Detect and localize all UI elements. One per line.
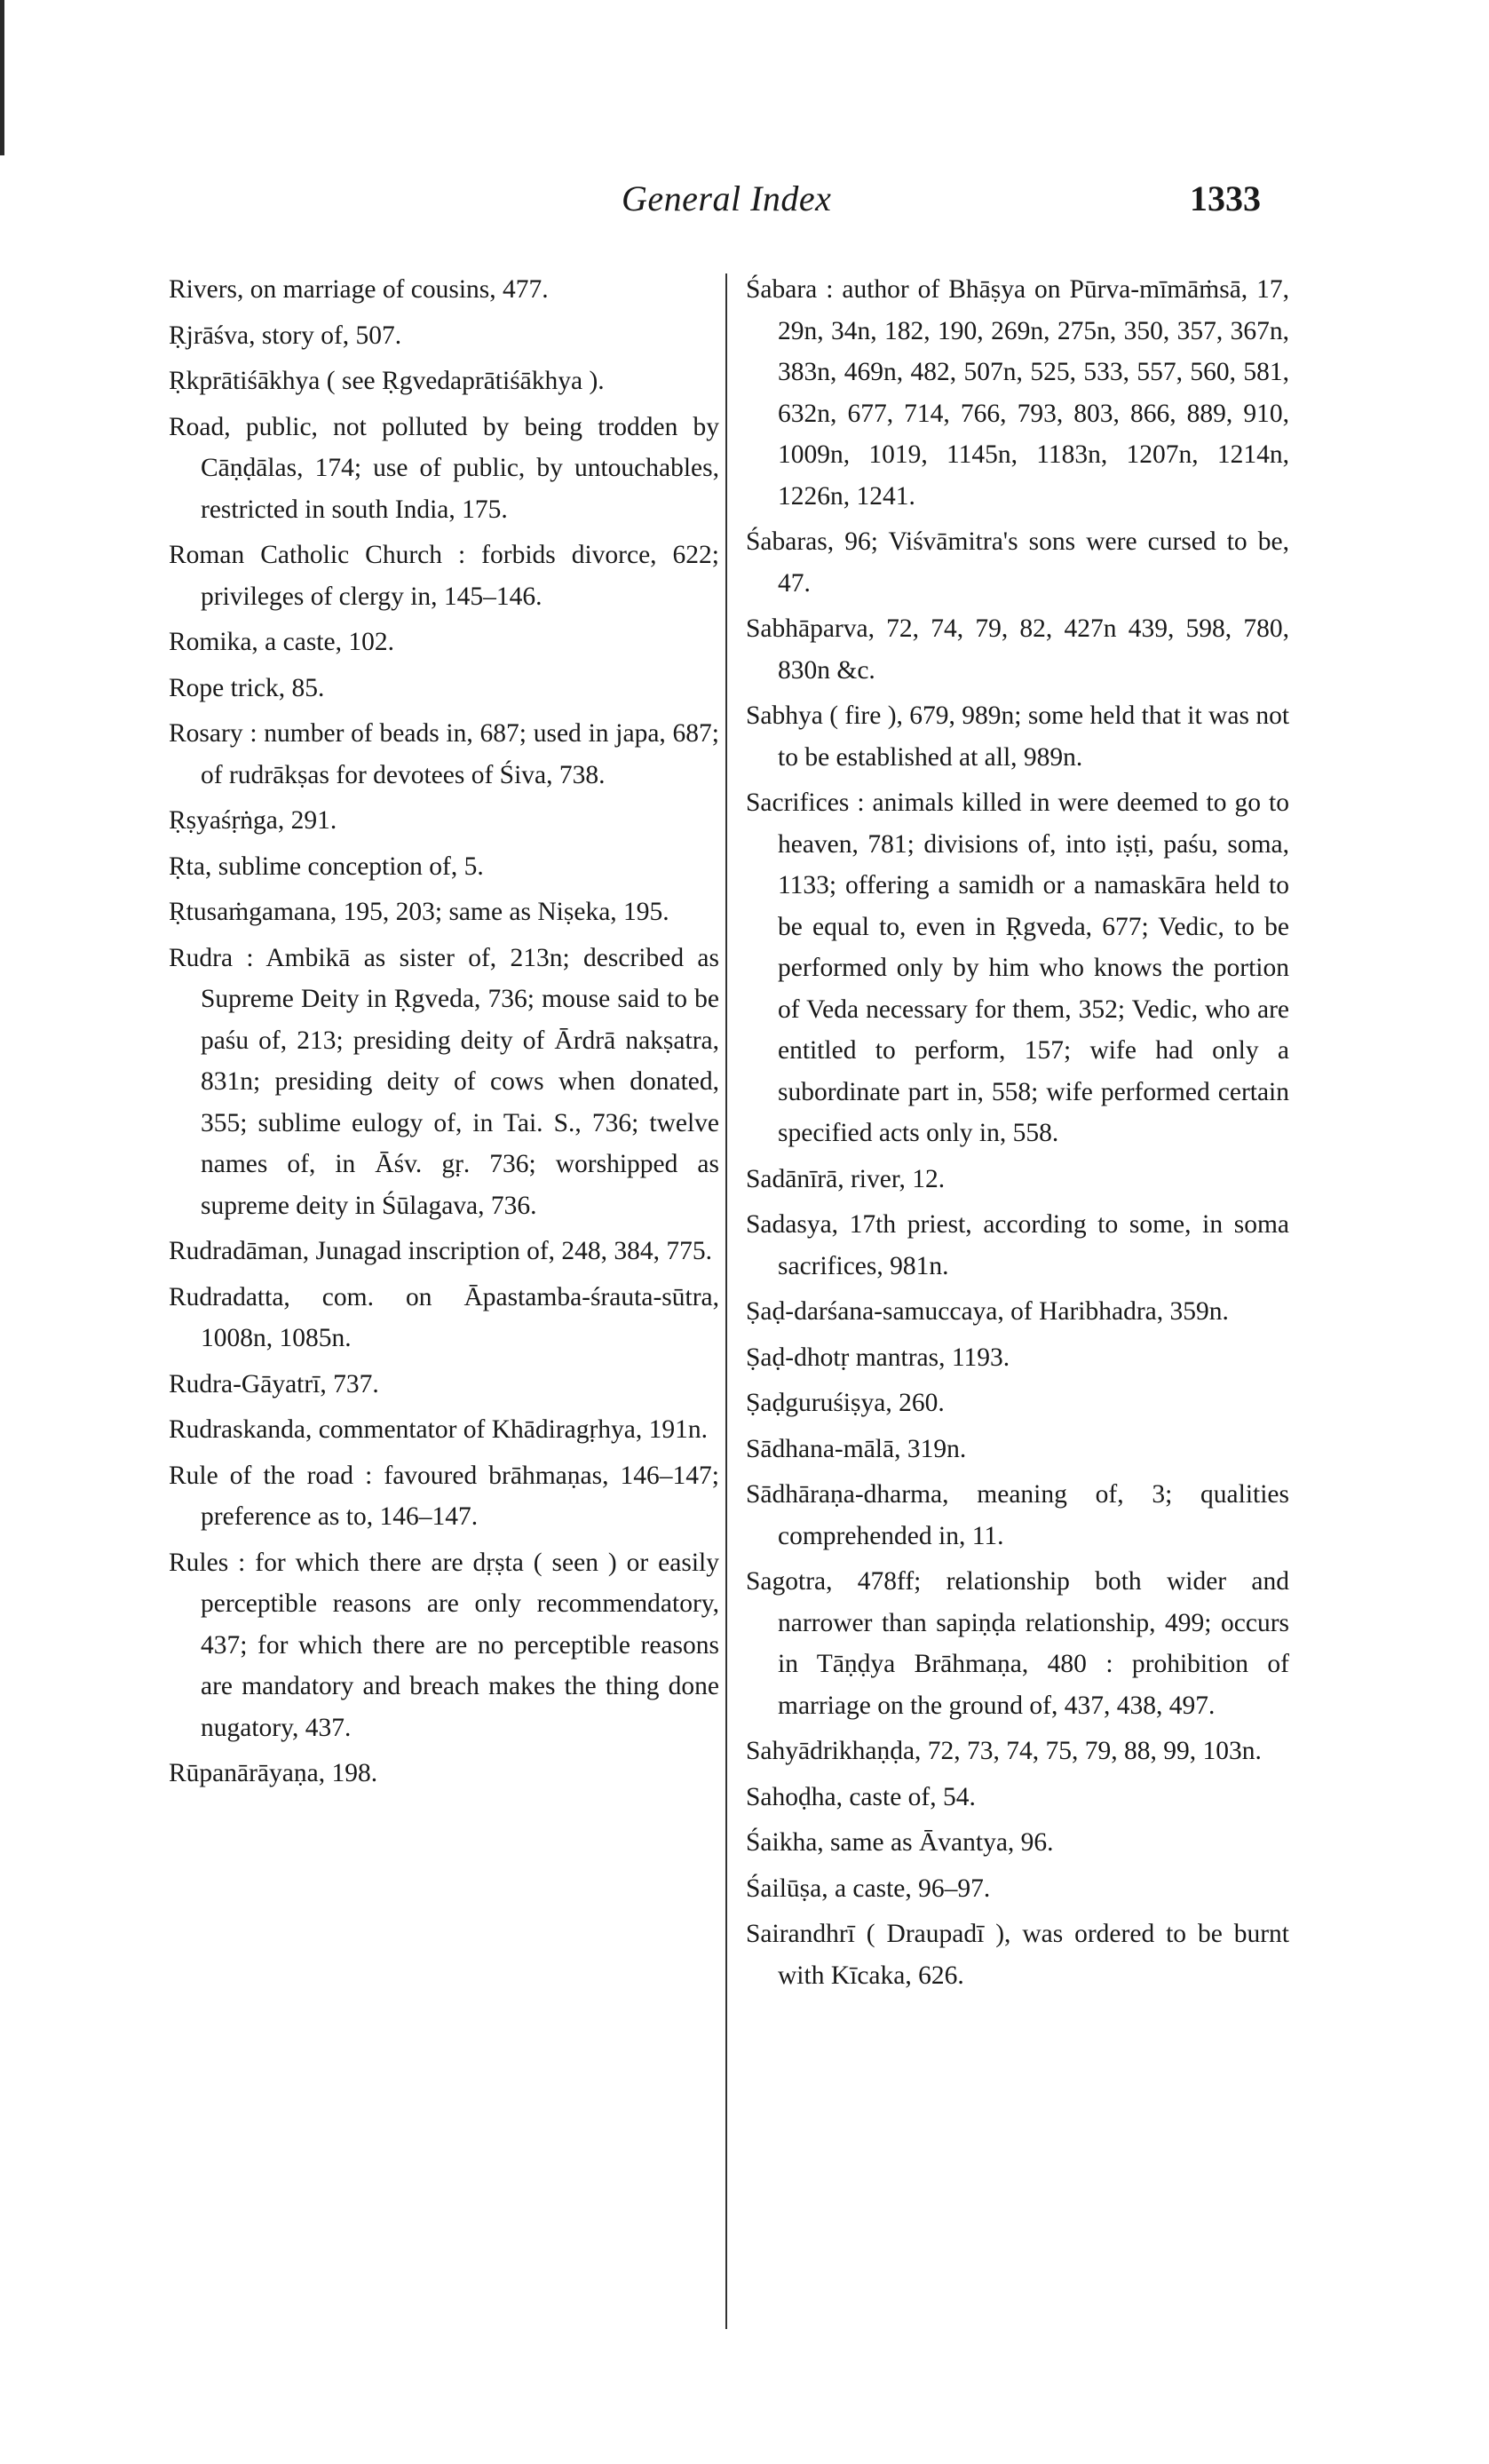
index-entry: Sadānīrā, river, 12. bbox=[746, 1164, 946, 1193]
index-entry: Sacrifices : animals killed in were deemed to go to heaven, 781; divisions of, into iṣṭi, paśu, soma, 1133; offering a samidh or a namaskāra held to be equal to, even in Ṛgveda, 677; Vedic, to be performed only by him who knows the portion of Veda necessary for them, 352; Vedic, who are entitled to perform, 157; wife had only a subordinate part in, 558; wife performed certain specified acts only in, 558. bbox=[746, 788, 1289, 1147]
index-entry: Rosary : number of beads in, 687; used in japa, 687; of rudrākṣas for devotees of Śiva, 738. bbox=[169, 719, 719, 789]
index-entry: Sādhana-mālā, 319n. bbox=[746, 1434, 967, 1463]
index-entry: Sādhāraṇa-dharma, meaning of, 3; qualities comprehended in, 11. bbox=[746, 1480, 1289, 1550]
index-entry: Sahoḍha, caste of, 54. bbox=[746, 1782, 976, 1811]
index-entry: Rule of the road : favoured brāhmaṇas, 146–147; preference as to, 146–147. bbox=[169, 1461, 719, 1531]
index-entry: Ṣaḍguruśiṣya, 260. bbox=[746, 1389, 945, 1417]
index-entry: Rudraskanda, commentator of Khādiragṛhya, 191n. bbox=[169, 1415, 709, 1444]
index-entry: Ṛkprātiśākhya ( see Ṛgvedaprātiśākhya ). bbox=[169, 367, 605, 395]
index-entry: Sahyādrikhaṇḍa, 72, 73, 74, 75, 79, 88, 99, 103n. bbox=[746, 1737, 1262, 1765]
index-entry: Ṣaḍ-darśana-samuccaya, of Haribhadra, 359n. bbox=[746, 1297, 1229, 1326]
index-entry: Rudradāman, Junagad inscription of, 248, 384, 775. bbox=[169, 1237, 713, 1265]
index-entry: Rivers, on marriage of cousins, 477. bbox=[169, 275, 549, 304]
index-entry: Śailūṣa, a caste, 96–97. bbox=[746, 1874, 991, 1903]
index-entry: Rūpanārāyaṇa, 198. bbox=[169, 1759, 378, 1787]
index-column-left bbox=[169, 269, 719, 1799]
index-entry: Śabara : author of Bhāṣya on Pūrva-mīmāṁsā, 17, 29n, 34n, 182, 190, 269n, 275n, 350, 357, 367n, 383n, 469n, 482, 507n, 525, 533, 557, 560, 581, 632n, 677, 714, 766, 793, 803, 866, 889, 910, 1009n, 1019, 1145n, 1183n, 1207n, 1214n, 1226n, 1241. bbox=[746, 275, 1289, 511]
index-entry: Śabaras, 96; Viśvāmitra's sons were cursed to be, 47. bbox=[746, 527, 1289, 598]
index-entry: Sadasya, 17th priest, according to some, in soma sacrifices, 981n. bbox=[746, 1210, 1289, 1280]
index-entry: Rules : for which there are dṛṣta ( seen ) or easily perceptible reasons are only recommendatory, 437; for which there are no perceptible reasons are mandatory and breach makes the thing done nugatory, 437. bbox=[169, 1548, 719, 1742]
index-entry: Rudra : Ambikā as sister of, 213n; described as Supreme Deity in Ṛgveda, 736; mouse said to be paśu of, 213; presiding deity of Ārdrā nakṣatra, 831n; presiding deity of cows when donated, 355; sublime eulogy of, in Tai. S., 736; twelve names of, in Āśv. gṛ. 736; worshipped as supreme deity in Śūlagava, 736. bbox=[169, 943, 719, 1220]
index-entry: Sabhya ( fire ), 679, 989n; some held that it was not to be established at all, 989n. bbox=[746, 701, 1290, 772]
index-entry: Rudra-Gāyatrī, 737. bbox=[169, 1369, 379, 1398]
index-entry: Ṣaḍ-dhotṛ mantras, 1193. bbox=[746, 1343, 1010, 1372]
column-divider bbox=[725, 273, 727, 2329]
running-head bbox=[0, 178, 1489, 231]
index-entry: Rope trick, 85. bbox=[169, 673, 325, 702]
page-number: 1333 bbox=[1190, 178, 1261, 218]
index-entry: Sagotra, 478ff; relationship both wider and narrower than sapiṇḍa relationship, 499; occurs in Tāṇḍya Brāhmaṇa, 480 : prohibition of marriage on the ground of, 437, 438, 497. bbox=[746, 1567, 1289, 1720]
index-entry: Sabhāparva, 72, 74, 79, 82, 427n 439, 598, 780, 830n &c. bbox=[746, 614, 1289, 685]
scan-edge-mark bbox=[0, 0, 4, 155]
index-column-right bbox=[746, 269, 1289, 2001]
index-entry: Sairandhrī ( Draupadī ), was ordered to be burnt with Kīcaka, 626. bbox=[746, 1920, 1289, 1990]
index-entry: Ṛjrāśva, story of, 507. bbox=[169, 321, 402, 350]
index-entry: Śaikha, same as Āvantya, 96. bbox=[746, 1828, 1054, 1857]
index-entry: Romika, a caste, 102. bbox=[169, 628, 394, 656]
running-head-title: General Index bbox=[622, 178, 832, 218]
index-entry: Road, public, not polluted by being trodden by Cāṇḍālas, 174; use of public, by untouchables, restricted in south India, 175. bbox=[169, 412, 719, 524]
index-entry: Ṛṣyaśṛṅga, 291. bbox=[169, 806, 337, 835]
index-entry: Ṛtusaṁgamana, 195, 203; same as Niṣeka, 195. bbox=[169, 898, 669, 926]
index-entry: Ṛta, sublime conception of, 5. bbox=[169, 852, 484, 881]
index-entry: Roman Catholic Church : forbids divorce, 622; privileges of clergy in, 145–146. bbox=[169, 541, 719, 611]
index-entry: Rudradatta, com. on Āpastamba-śrauta-sūtra, 1008n, 1085n. bbox=[169, 1282, 719, 1352]
